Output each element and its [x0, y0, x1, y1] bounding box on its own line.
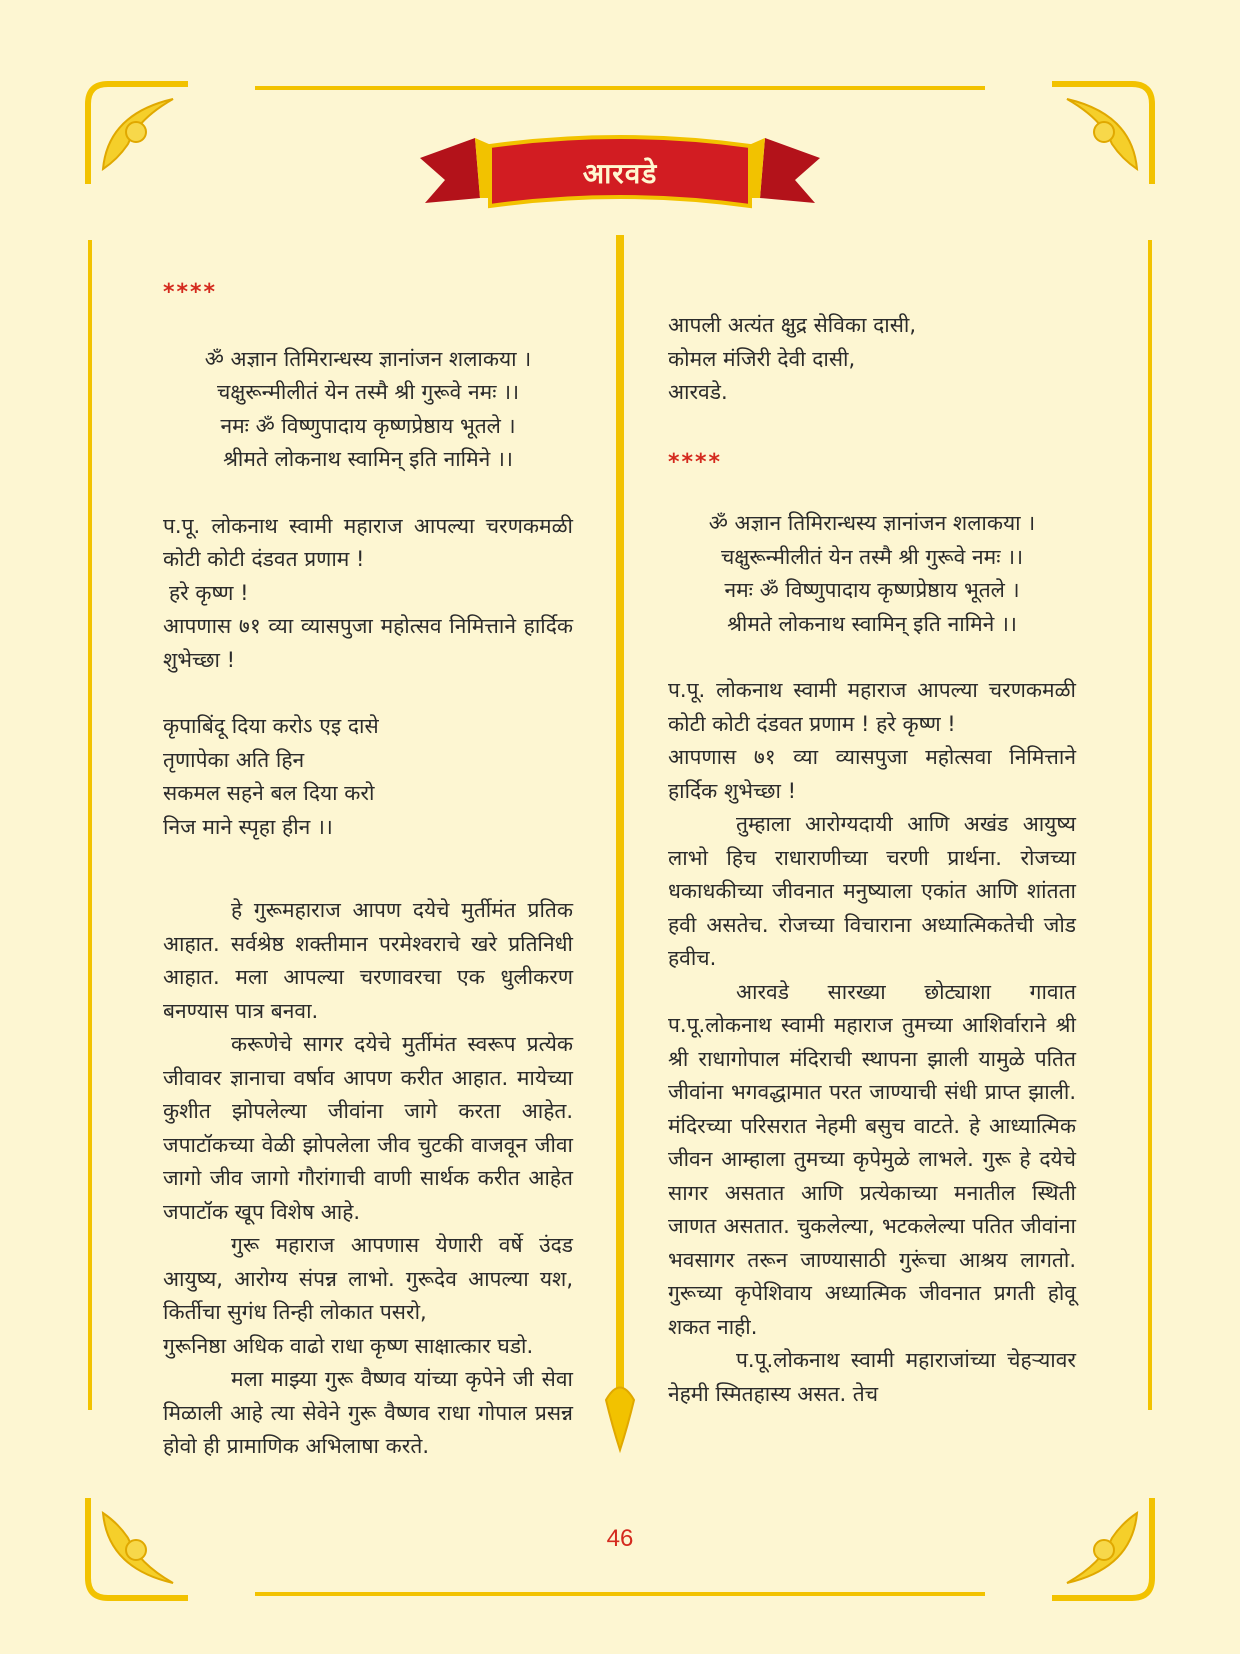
verse-line: नमः ॐ विष्णुपादाय कृष्णप्रेष्ठाय भूतले ।: [724, 578, 1020, 602]
page-number: 46: [606, 1525, 634, 1552]
signature-block: [668, 309, 1076, 410]
verse-line: चक्षुरून्मीलीतं येन तस्मै श्री गुरूवे नमः ।।: [720, 544, 1024, 569]
poem-line: तृणापेका अति हिन: [163, 747, 305, 772]
corner-ornament-top-left: [78, 74, 198, 194]
greeting-pranam: प.पू. लोकनाथ स्वामी महाराज आपल्या चरणकमळी कोटी कोटी दंडवत प्रणाम !: [163, 513, 573, 571]
frame-right-line: [1148, 240, 1152, 1410]
paragraph: तुम्हाला आरोग्यदायी आणि अखंड आयुष्य लाभो हिच राधाराणीच्या चरणी प्रार्थना. रोजच्या धकाधकीच्या जीवनात मनुष्याला एकांत आणि शांतता हवी असतेच. रोजच्या विचाराना अध्यात्मिकतेची जोड हवीच.: [668, 812, 1076, 970]
guru-pranam-verse: [163, 343, 573, 477]
greeting-wishes: आपणास ७१ व्या व्यासपुजा महोत्सव निमित्ताने हार्दिक शुभेच्छा !: [163, 614, 573, 672]
section-stars: ****: [668, 449, 723, 475]
verse-line: चक्षुरून्मीलीतं येन तस्मै श्री गुरूवे नमः ।।: [216, 380, 520, 404]
frame-bottom-line: [255, 1592, 985, 1596]
left-column: [163, 276, 573, 1464]
signature-line: कोमल मंजिरी देवी दासी,: [668, 346, 856, 371]
title-banner: [420, 118, 820, 228]
verse-line: नमः ॐ विष्णुपादाय कृष्णप्रेष्ठाय भूतले ।: [220, 413, 516, 438]
paragraph: आरवडे सारख्या छोट्याशा गावात प.पू.लोकनाथ स्वामी महाराज तुमच्या आशिर्वाराने श्री श्री राधागोपाल मंदिराची स्थापना झाली यामुळे पतित जीवांना भगवद्धामात परत जाण्याची संधी प्राप्त झाली. मंदिरच्या परिसरात नेहमी बसुच वाटते. हे आध्यात्मिक जीवन आम्हाला तुमच्या कृपेमुळे लाभले. गुरू हे दयेचे सागर असतात आणि प्रत्येकाच्या मनातील स्थिती जाणत असतात. चुकलेल्या, भटकलेल्या पतित जीवांना भवसागर तरून जाण्यासाठी गुरूंचा आश्रय लागतो. गुरूच्या कृपेशिवाय अध्यात्मिक जीवनात प्रगती होवू शकत नाही.: [668, 979, 1076, 1339]
poem-line: सकमल सहने बल दिया करो: [163, 781, 375, 805]
frame-top-line: [255, 86, 985, 90]
paragraph: गुरू महाराज आपणास येणारी वर्षे उंदड आयुष्य, आरोग्य संपन्न लाभो. गुरूदेव आपल्या यश, किर्तीचा सुगंध तिन्ही लोकात पसरो,: [163, 1233, 573, 1324]
verse-line: ॐ अज्ञान तिमिरान्धस्य ज्ञानांजन शलाकया ।: [708, 511, 1036, 535]
paragraph: हे गुरूमहाराज आपण दयेचे मुर्तीमंत प्रतिक आहात. सर्वश्रेष्ठ शक्तीमान परमेश्वराचे खरे प्रतिनिधी आहात. मला आपल्या चरणावरचा एक धुलीकरण बनण्यास पात्र बनवा.: [163, 898, 573, 1023]
right-column: [668, 309, 1076, 1411]
signature-line: आपली अत्यंत क्षुद्र सेविका दासी,: [668, 313, 917, 337]
verse-line: श्रीमते लोकनाथ स्वामिन् इति नामिने ।।: [223, 447, 513, 471]
verse-line: श्रीमते लोकनाथ स्वामिन् इति नामिने ।।: [727, 611, 1017, 636]
section-stars: ****: [163, 280, 218, 305]
verse-line: ॐ अज्ञान तिमिरान्धस्य ज्ञानांजन शलाकया ।: [204, 346, 532, 371]
poem-block: [163, 710, 573, 844]
paragraph: करूणेचे सागर दयेचे मुर्तीमंत स्वरूप प्रत्येक जीवावर ज्ञानाचा वर्षाव आपण करीत आहात. मायेच्या कुशीत झोपलेल्या जीवांना जागे करता आहेत. जपाटॉकच्या वेळी झोपलेला जीव चुटकी वाजवून जीवा जागो जीव जागो गौरांगाची वाणी सार्थक करीत आहेत जपाटॉक खूप विशेष आहे.: [163, 1032, 573, 1224]
guru-pranam-verse: [668, 507, 1076, 641]
greeting-hare-krishna: हरे कृष्ण !: [169, 580, 249, 605]
corner-ornament-top-right: [1042, 74, 1162, 194]
paragraph: मला माझ्या गुरू वैष्णव यांच्या कृपेने जी सेवा मिळाली आहे त्या सेवेने गुरू वैष्णव राधा गोपाल प्रसन्न होवो ही प्रामाणिक अभिलाषा करते.: [163, 1367, 573, 1458]
page-title: आरवडे: [582, 157, 658, 190]
paragraph-line: गुरूनिष्ठा अधिक वाढो राधा कृष्ण साक्षात्कार घडो.: [163, 1333, 534, 1358]
greeting-wishes: आपणास ७१ व्या व्यासपुजा महोत्सवा निमित्ताने हार्दिक शुभेच्छा !: [668, 745, 1076, 803]
signature-line: आरवडे.: [668, 380, 728, 404]
poem-line: निज माने स्पृहा हीन ।।: [163, 814, 333, 839]
paragraph: प.पू.लोकनाथ स्वामी महाराजांच्या चेहऱ्यावर नेहमी स्मितहास्य असत. तेच: [668, 1348, 1076, 1406]
column-divider: [600, 235, 640, 1455]
greeting-pranam: प.पू. लोकनाथ स्वामी महाराज आपल्या चरणकमळी कोटी कोटी दंडवत प्रणाम ! हरे कृष्ण !: [668, 678, 1076, 736]
frame-left-line: [88, 240, 92, 1410]
poem-line: कृपाबिंदू दिया करोऽ एइ दासे: [163, 714, 379, 738]
